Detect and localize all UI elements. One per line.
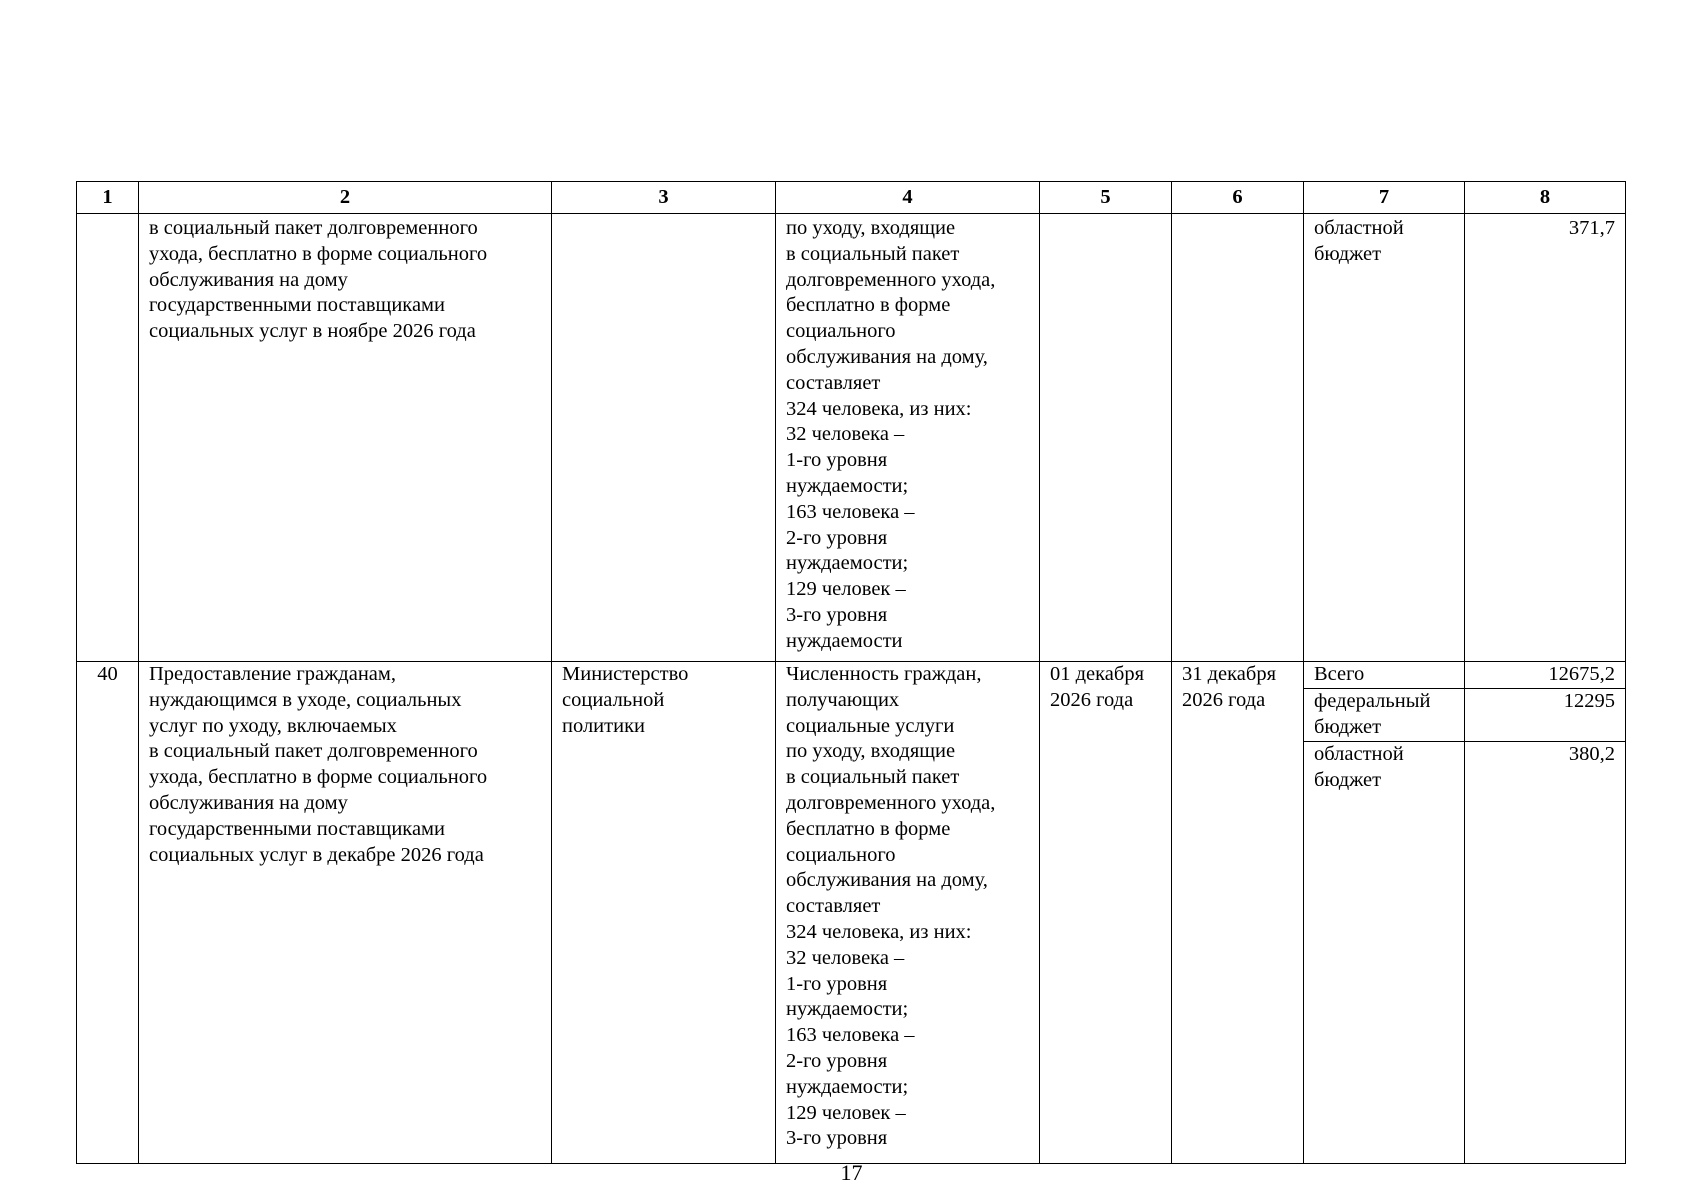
event-description: в социальный пакет долговременного ухода, бесплатно в форме социального обслуживания на дому государственными поставщиками социальных услуг в ноябре 2026 года (139, 214, 552, 662)
end-date: 31 декабря 2026 года (1172, 662, 1304, 1164)
funding-source-federal: федеральный бюджет (1304, 689, 1465, 742)
table-row (77, 214, 1626, 662)
funding-amount-regional: 380,2 (1465, 742, 1626, 1164)
column-header-5: 5 (1040, 182, 1172, 214)
column-header-6: 6 (1172, 182, 1304, 214)
column-header-3: 3 (552, 182, 776, 214)
program-table (76, 181, 1626, 1164)
column-header-4: 4 (776, 182, 1040, 214)
funding-source-regional: областной бюджет (1304, 742, 1465, 1164)
column-header-8: 8 (1465, 182, 1626, 214)
responsible-executor (552, 214, 776, 662)
column-number-row (77, 182, 1626, 214)
page-number: 17 (840, 1160, 863, 1185)
column-header-7: 7 (1304, 182, 1465, 214)
result-indicator: по уходу, входящие в социальный пакет долговременного ухода, бесплатно в форме социального обслуживания на дому, составляет 324 человека, из них: 32 человека – 1-го уровня нуждаемости; 163 человека – 2-го уровня нуждаемости; 129 человек – 3-го уровня нуждаемости (776, 214, 1040, 662)
funding-source: областной бюджет (1304, 214, 1465, 662)
end-date (1172, 214, 1304, 662)
column-header-2: 2 (139, 182, 552, 214)
row-number (77, 214, 139, 662)
responsible-executor: Министерство социальной политики (552, 662, 776, 1164)
table-row (77, 662, 1626, 689)
funding-amount-total: 12675,2 (1465, 662, 1626, 689)
funding-amount-federal: 12295 (1465, 689, 1626, 742)
event-description: Предоставление гражданам, нуждающимся в уходе, социальных услуг по уходу, включаемых в социальный пакет долговременного ухода, бесплатно в форме социального обслуживания на дому государственными поставщиками социальных услуг в декабре 2026 года (139, 662, 552, 1164)
start-date: 01 декабря 2026 года (1040, 662, 1172, 1164)
row-number: 40 (77, 662, 139, 1164)
funding-source-total: Всего (1304, 662, 1465, 689)
result-indicator: Численность граждан, получающих социальные услуги по уходу, входящие в социальный пакет долговременного ухода, бесплатно в форме социального обслуживания на дому, составляет 324 человека, из них: 32 человека – 1-го уровня нуждаемости; 163 человека – 2-го уровня нуждаемости; 129 человек – 3-го уровня (776, 662, 1040, 1164)
funding-amount: 371,7 (1465, 214, 1626, 662)
start-date (1040, 214, 1172, 662)
column-header-1: 1 (77, 182, 139, 214)
